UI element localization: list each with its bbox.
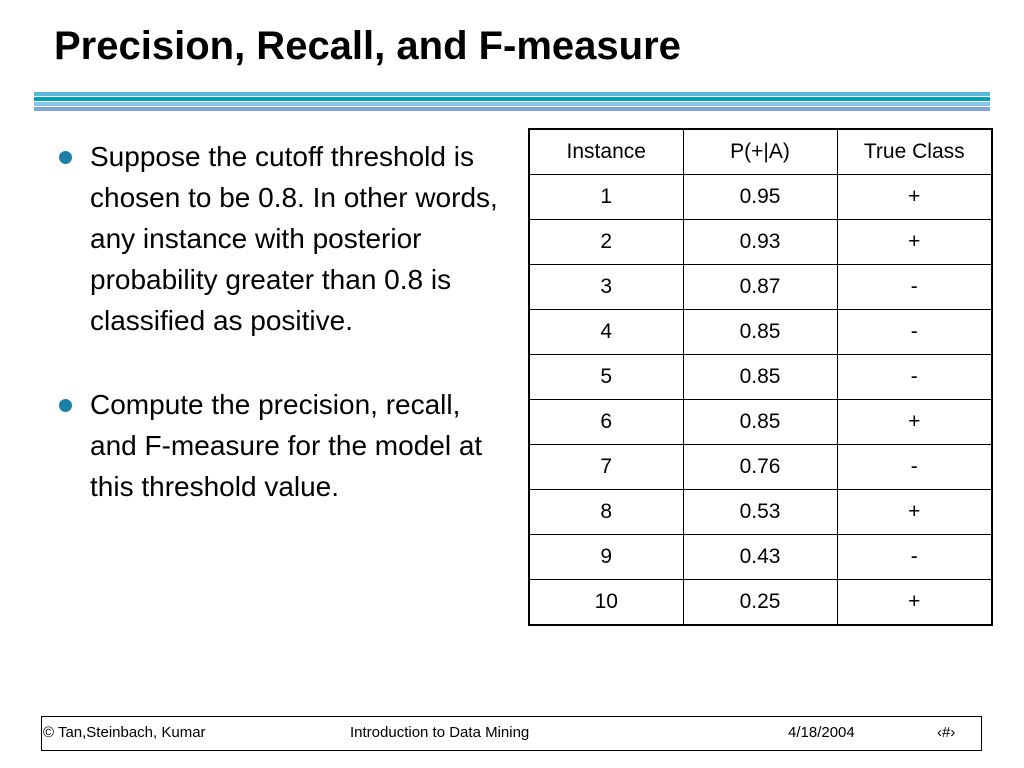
cell-true-class: + — [837, 175, 992, 220]
table-header-row — [529, 129, 992, 175]
cell-true-class: - — [837, 310, 992, 355]
cell-instance: 6 — [529, 400, 683, 445]
bullet-text: Compute the precision, recall, and F-measure for the model at this threshold value. — [90, 389, 483, 502]
cell-true-class: + — [837, 220, 992, 265]
cell-instance: 10 — [529, 580, 683, 626]
cell-true-class: + — [837, 490, 992, 535]
slide-title: Precision, Recall, and F-measure — [54, 24, 681, 68]
cell-instance: 7 — [529, 445, 683, 490]
cell-probability: 0.85 — [683, 355, 837, 400]
cell-true-class: - — [837, 535, 992, 580]
table-row — [529, 580, 992, 626]
table-row — [529, 265, 992, 310]
cell-instance: 2 — [529, 220, 683, 265]
header-instance: Instance — [529, 129, 683, 175]
bullet-item — [56, 136, 506, 341]
cell-instance: 9 — [529, 535, 683, 580]
bullet-list — [56, 136, 506, 507]
header-probability: P(+|A) — [683, 129, 837, 175]
cell-instance: 4 — [529, 310, 683, 355]
bullet-dot-icon — [59, 151, 72, 164]
table-row — [529, 445, 992, 490]
cell-probability: 0.85 — [683, 400, 837, 445]
footer-page-number: ‹#› — [937, 724, 956, 741]
table-row — [529, 535, 992, 580]
table-row — [529, 175, 992, 220]
title-rule — [34, 97, 990, 101]
title-rule — [34, 92, 990, 96]
cell-instance: 3 — [529, 265, 683, 310]
cell-true-class: + — [837, 580, 992, 626]
cell-probability: 0.93 — [683, 220, 837, 265]
cell-instance: 1 — [529, 175, 683, 220]
instance-table — [528, 128, 993, 626]
cell-instance: 5 — [529, 355, 683, 400]
cell-probability: 0.25 — [683, 580, 837, 626]
cell-true-class: + — [837, 400, 992, 445]
header-true-class: True Class — [837, 129, 992, 175]
cell-true-class: - — [837, 445, 992, 490]
table-row — [529, 355, 992, 400]
cell-probability: 0.87 — [683, 265, 837, 310]
title-rule — [34, 107, 990, 111]
cell-probability: 0.53 — [683, 490, 837, 535]
cell-true-class: - — [837, 355, 992, 400]
bullet-text: Suppose the cutoff threshold is chosen to be 0.8. In other words, any instance with posterior probability greater than 0.8 is classified as positive. — [90, 141, 498, 336]
cell-probability: 0.85 — [683, 310, 837, 355]
cell-probability: 0.43 — [683, 535, 837, 580]
table-row — [529, 490, 992, 535]
table-row — [529, 220, 992, 265]
table-row — [529, 310, 992, 355]
footer-date: 4/18/2004 — [788, 724, 855, 741]
title-rule — [34, 102, 990, 106]
cell-probability: 0.95 — [683, 175, 837, 220]
table-row — [529, 400, 992, 445]
bullet-item — [56, 384, 506, 507]
footer-authors: © Tan,Steinbach, Kumar — [43, 724, 206, 741]
bullet-dot-icon — [59, 399, 72, 412]
cell-probability: 0.76 — [683, 445, 837, 490]
cell-instance: 8 — [529, 490, 683, 535]
slide-footer — [41, 716, 982, 751]
footer-course: Introduction to Data Mining — [350, 724, 530, 741]
cell-true-class: - — [837, 265, 992, 310]
